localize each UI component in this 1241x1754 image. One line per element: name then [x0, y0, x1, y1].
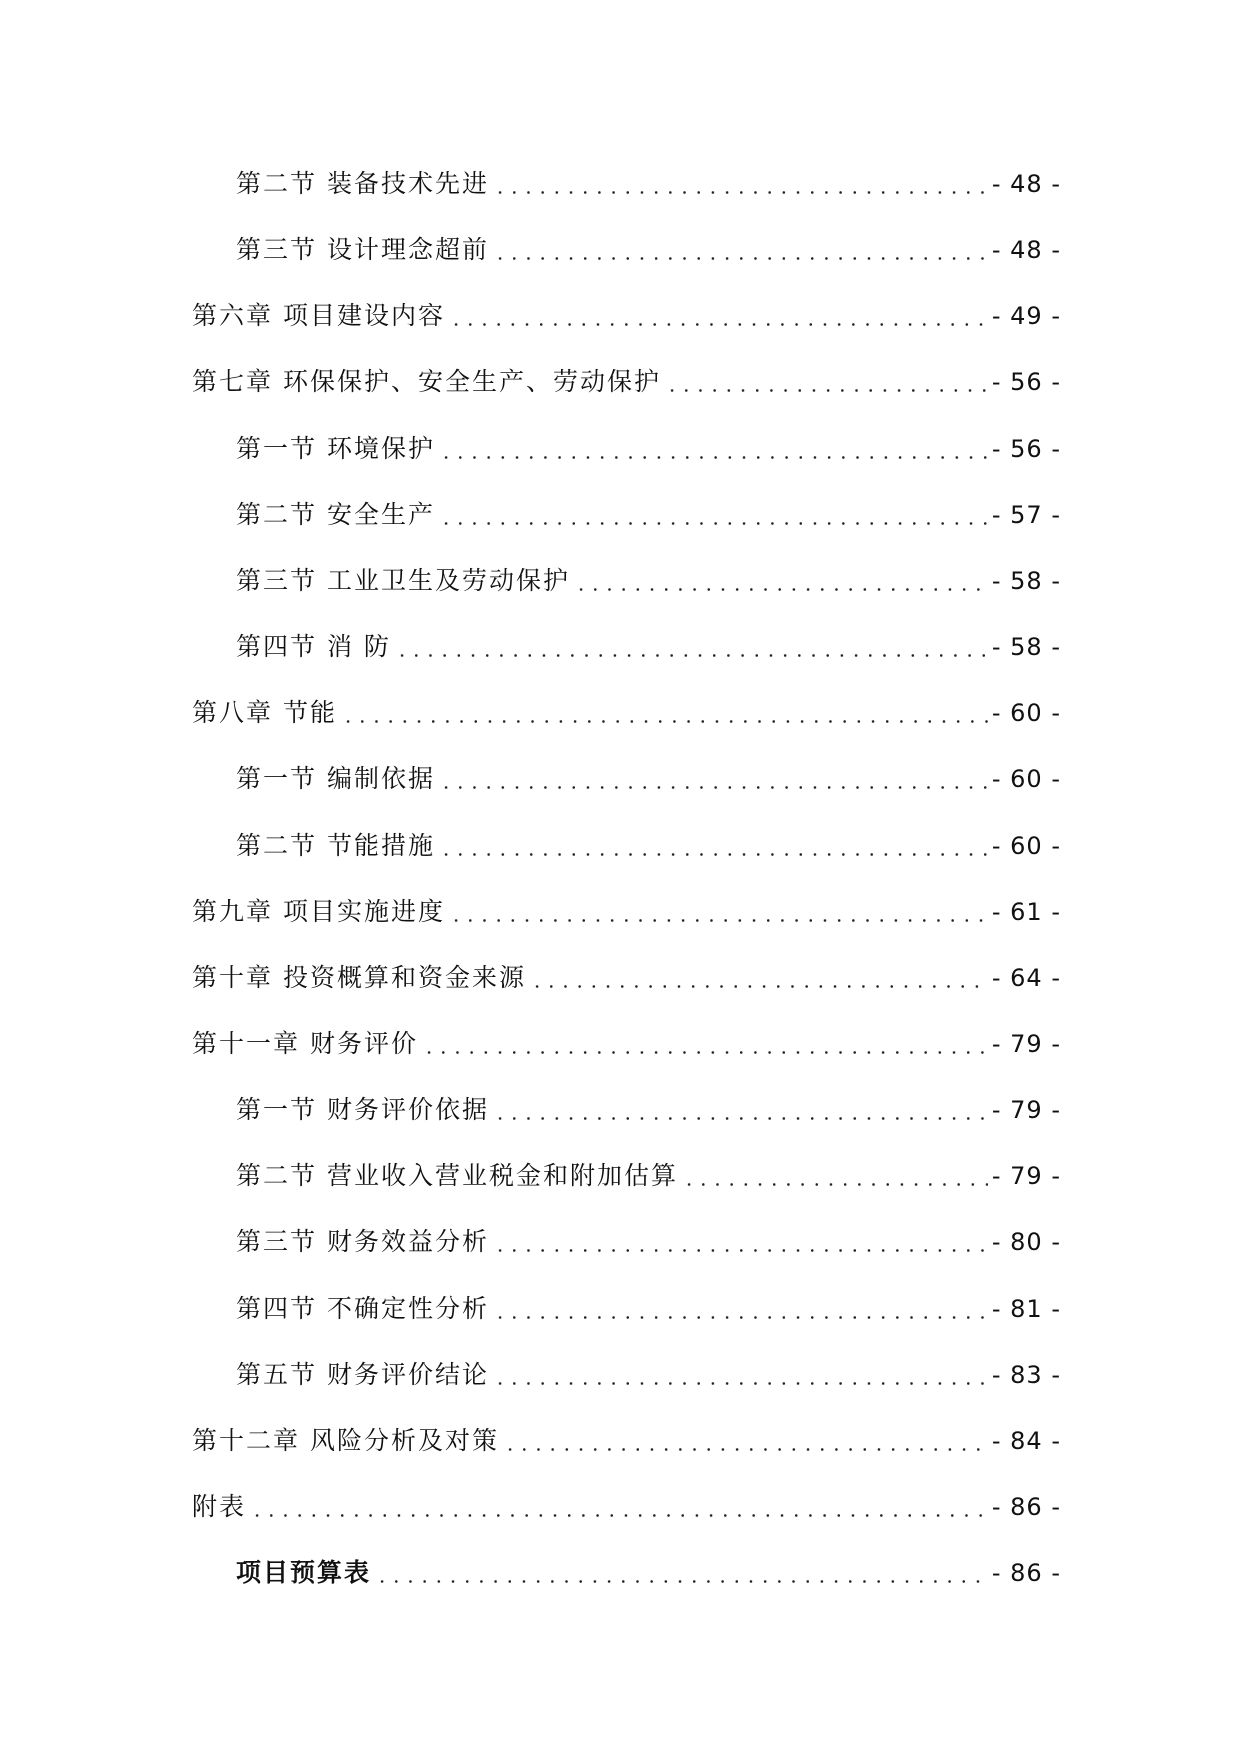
toc-entry-page: - 64 -	[991, 964, 1061, 992]
toc-entry[interactable]	[236, 1289, 1061, 1329]
toc-entry-title: 第一节 环境保护	[236, 434, 435, 463]
dot-leader	[391, 627, 992, 667]
toc-entry-title: 第六章 项目建设内容	[192, 301, 445, 330]
toc-entry-title: 第九章 项目实施进度	[192, 897, 445, 926]
toc-entry-page: - 57 -	[991, 501, 1061, 529]
toc-entry[interactable]	[192, 1024, 1061, 1064]
toc-entry-title: 第四节 消 防	[236, 632, 391, 661]
dot-leader	[489, 230, 992, 270]
toc-entry-page: - 86 -	[991, 1559, 1061, 1587]
dot-leader	[445, 296, 992, 336]
toc-entry[interactable]	[236, 1355, 1061, 1395]
toc-entry[interactable]	[236, 230, 1061, 270]
toc-entry-page: - 61 -	[991, 898, 1061, 926]
toc-entry-page: - 58 -	[991, 633, 1061, 661]
toc-entry-title: 第二节 安全生产	[236, 500, 435, 529]
dot-leader	[337, 693, 992, 733]
dot-leader	[489, 1090, 992, 1130]
toc-entry-page: - 49 -	[991, 302, 1061, 330]
toc-entry-page: - 79 -	[991, 1096, 1061, 1124]
toc-entry[interactable]	[236, 826, 1061, 866]
dot-leader	[489, 164, 992, 204]
toc-entry-title: 第二节 装备技术先进	[236, 169, 489, 198]
toc-entry[interactable]	[236, 627, 1061, 667]
toc-entry[interactable]	[236, 1156, 1061, 1196]
toc-entry-page: - 86 -	[991, 1493, 1061, 1521]
toc-entry-title: 第一节 财务评价依据	[236, 1095, 489, 1124]
toc-entry-title: 第四节 不确定性分析	[236, 1294, 489, 1323]
dot-leader	[570, 561, 992, 601]
toc-entry-title: 第三节 财务效益分析	[236, 1227, 489, 1256]
toc-entry-page: - 60 -	[991, 699, 1061, 727]
dot-leader	[489, 1289, 992, 1329]
toc-entry-page: - 56 -	[991, 368, 1061, 396]
dot-leader	[435, 759, 992, 799]
toc-entry[interactable]	[236, 1553, 1061, 1593]
toc-entry[interactable]	[192, 693, 1061, 733]
toc-entry-title: 附表	[192, 1492, 247, 1521]
toc-entry-title: 第三节 工业卫生及劳动保护	[236, 566, 570, 595]
toc-entry[interactable]	[236, 164, 1061, 204]
toc-entry-title: 第二节 营业收入营业税金和附加估算	[236, 1161, 678, 1190]
toc-entry[interactable]	[192, 296, 1061, 336]
toc-entry-title: 第一节 编制依据	[236, 764, 435, 793]
toc-entry[interactable]	[192, 362, 1061, 402]
toc-entry[interactable]	[236, 1222, 1061, 1262]
toc-entry-title: 第七章 环保保护、安全生产、劳动保护	[192, 367, 661, 396]
dot-leader	[435, 826, 992, 866]
toc-entry[interactable]	[192, 958, 1061, 998]
toc-entry-page: - 84 -	[991, 1427, 1061, 1455]
dot-leader	[246, 1487, 992, 1527]
toc-entry-page: - 83 -	[991, 1361, 1061, 1389]
toc-entry[interactable]	[236, 429, 1061, 469]
toc-entry-page: - 60 -	[991, 765, 1061, 793]
toc-entry-page: - 56 -	[991, 435, 1061, 463]
toc-entry-page: - 60 -	[991, 832, 1061, 860]
dot-leader	[678, 1156, 992, 1196]
dot-leader	[445, 892, 992, 932]
toc-entry-page: - 48 -	[991, 236, 1061, 264]
toc-entry[interactable]	[236, 561, 1061, 601]
toc-entry-title: 第五节 财务评价结论	[236, 1360, 489, 1389]
toc-entry-page: - 58 -	[991, 567, 1061, 595]
dot-leader	[371, 1553, 992, 1593]
toc-entry-page: - 48 -	[991, 170, 1061, 198]
toc-entry-page: - 80 -	[991, 1228, 1061, 1256]
dot-leader	[499, 1421, 992, 1461]
dot-leader	[526, 958, 992, 998]
dot-leader	[435, 429, 992, 469]
toc-entry-title: 第十二章 风险分析及对策	[192, 1426, 499, 1455]
dot-leader	[435, 495, 992, 535]
dot-leader	[418, 1024, 992, 1064]
toc-entry[interactable]	[192, 1421, 1061, 1461]
dot-leader	[489, 1222, 992, 1262]
toc-entry-title: 第十一章 财务评价	[192, 1029, 418, 1058]
toc-entry[interactable]	[236, 495, 1061, 535]
toc-entry-page: - 79 -	[991, 1162, 1061, 1190]
toc-entry[interactable]	[236, 1090, 1061, 1130]
toc-entry-page: - 81 -	[991, 1295, 1061, 1323]
toc-entry-title: 第八章 节能	[192, 698, 337, 727]
dot-leader	[661, 362, 992, 402]
toc-entry-page: - 79 -	[991, 1030, 1061, 1058]
toc-entry[interactable]	[192, 1487, 1061, 1527]
toc-entry-title: 第十章 投资概算和资金来源	[192, 963, 526, 992]
toc-entry-title: 第三节 设计理念超前	[236, 235, 489, 264]
toc-entry[interactable]	[192, 892, 1061, 932]
toc-entry-title: 项目预算表	[236, 1558, 372, 1587]
dot-leader	[489, 1355, 992, 1395]
toc-entry[interactable]	[236, 759, 1061, 799]
toc-entry-title: 第二节 节能措施	[236, 831, 435, 860]
